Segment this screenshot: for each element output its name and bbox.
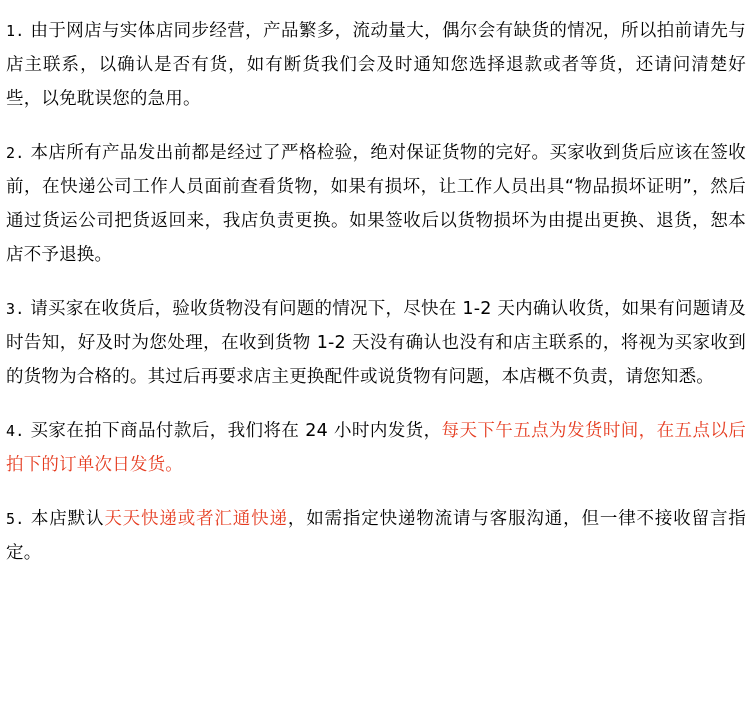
item-text: 买家在拍下商品付款后，我们将在 24 小时内发货， (30, 421, 442, 441)
notice-item-3 (6, 292, 746, 394)
notice-item-4 (6, 414, 746, 482)
item-number: 3. (6, 300, 25, 318)
item-highlight-text: 天天快递或者汇通快递 (104, 509, 288, 529)
notice-item-2 (6, 136, 746, 272)
item-text: 本店所有产品发出前都是经过了严格检验，绝对保证货物的完好。买家收到货后应该在签收前，在快递公司工作人员面前查看货物，如果有损坏，让工作人员出具“物品损坏证明”，然后通过货运公司把货返回来，我店负责更换。如果签收后以货物损坏为由提出更换、退货，恕本店不予退换。 (6, 143, 747, 265)
item-highlight-text: 每天下午五点为发货时间，在五点以后拍下的订单次日发货。 (6, 421, 746, 475)
item-number: 1. (6, 22, 25, 40)
item-number: 5. (6, 510, 25, 528)
item-number: 4. (6, 422, 25, 440)
item-text: ，如需指定快递物流请与客服沟通，但一律不接收留言指定。 (6, 509, 747, 563)
notice-item-5 (6, 502, 746, 570)
item-text: 请买家在收货后，验收货物没有问题的情况下，尽快在 1-2 天内确认收货，如果有问题请及时告知，好及时为您处理，在收到货物 1-2 天没有确认也没有和店主联系的，将视为买家收到的货物为合格的。其过后再要求店主更换配件或说货物有问题，本店概不负责，请您知悉。 (6, 299, 746, 387)
item-text: 本店默认 (30, 509, 105, 529)
notice-item-1 (6, 14, 746, 116)
item-number: 2. (6, 144, 25, 162)
item-text: 由于网店与实体店同步经营，产品繁多，流动量大，偶尔会有缺货的情况，所以拍前请先与店主联系，以确认是否有货，如有断货我们会及时通知您选择退款或者等货，还请问清楚好些，以免耽误您的急用。 (6, 21, 747, 109)
